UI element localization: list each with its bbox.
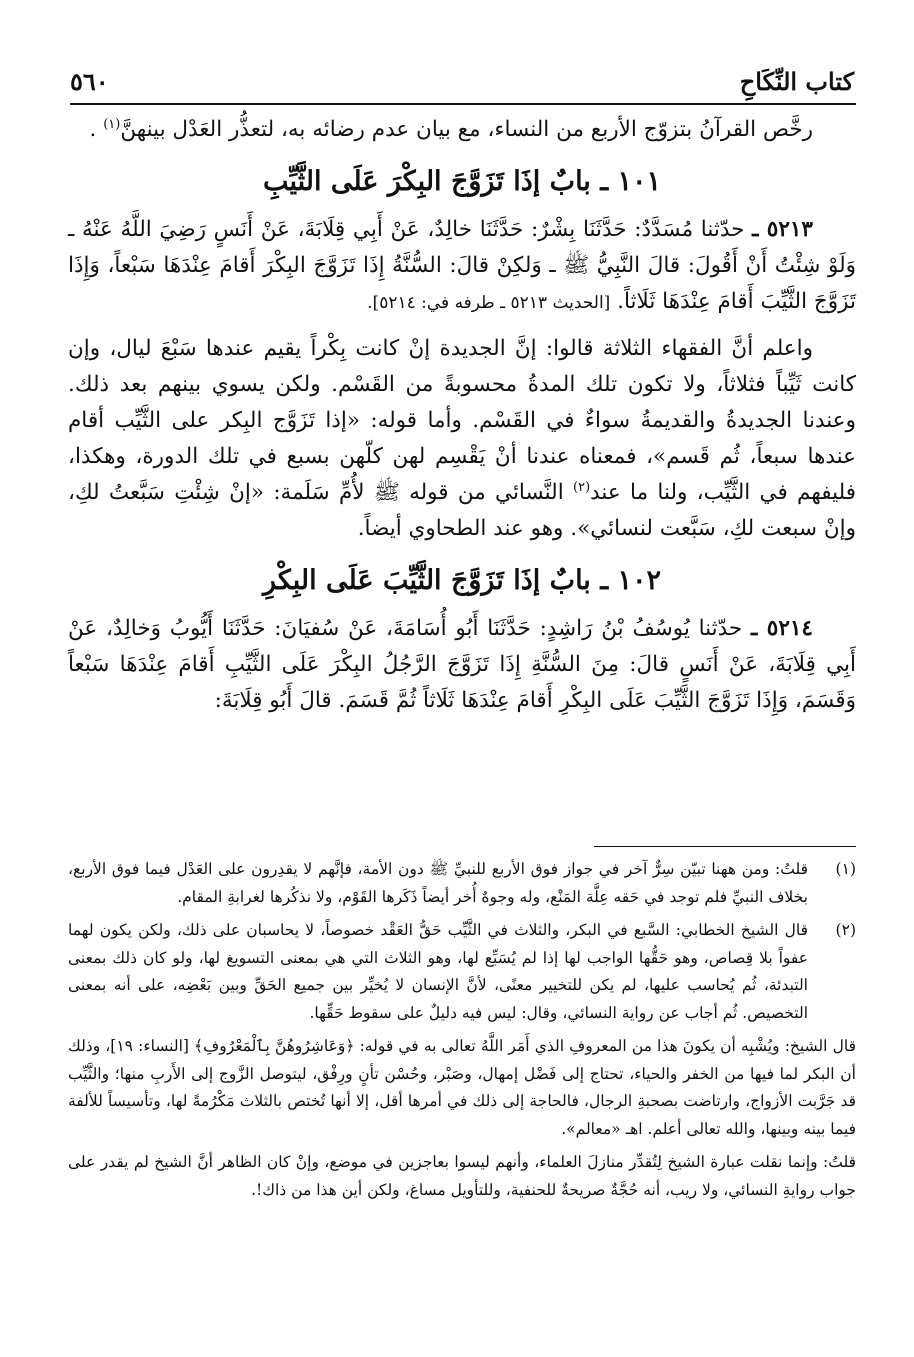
hadith-number: ٥٢١٤ ـ: [751, 616, 813, 641]
footnote-ref-1[interactable]: (١): [103, 116, 121, 132]
footnote-2-note: قلتُ: وإنما نقلت عبارة الشيخ لِتُقدِّر منازلَ العلماء، وأنهم ليسوا بعاجزين في موضع، وإنْ كان الظاهر أنَّ الشيخ لم يقدر على جواب روايةِ النسائي، ولا ريب، أنه حُجَّةٌ صريحةٌ للحنفية، وللتأويل مساغ، ولكن أين هذا من ذاك!.: [68, 1153, 856, 1199]
main-text: [68, 112, 856, 729]
footnote-text: قلتُ: ومن ههنا تبيّن سِرٌّ آخر في جواز فوق الأربع للنبيِّ ﷺ دون الأمة، فإنَّهم لا يقدِرون على العَدْل فيما فوق الأربع، بخلاف النبيِّ فلم توجد في حَقه عِلَّة المَنْع، وله وجوهٌ أُخر أيضاً ذَكَرها القَوْم، ولا نذكُرها لغرابةِ المقام.: [68, 860, 808, 906]
footnote-ref-2[interactable]: (٢): [573, 479, 591, 495]
bab-101-heading: ١٠١ ـ بابٌ إذَا تَزَوَّجَ البِكْرَ عَلَى الثَّيِّبِ: [262, 166, 662, 197]
running-title: كتاب النِّكَاحِ: [739, 67, 854, 96]
commentary-paragraph: واعلم أنَّ الفقهاء الثلاثة قالوا: إنَّ الجديدة إنْ كانت بِكْراً يقيم عندها سَبْعَ ليال، وإن كانت ثَيِّباً فثلاثاً، ولا تكون تلك المدةُ محسوبةً من القَسْم. ولكن يسوي بينهم بعد ذلك. وعندنا الجديدةُ والقديمةُ سواءٌ في القَسْم. وأما قوله: «إذا تَزَوَّج البِكر على الثَّيِّب أقام عندها سبعاً، ثُم قَسم»، فمعناه عندنا أنْ يَقْسِم لهن كلّهن بسبع في تلك الدورة، وهكذا، فليفهم في الثَّيِّب، ولنا ما عند$^{(٢)}$ النَّسائي من قوله ﷺ لأُمِّ سَلَمة: «إنْ شِئْتِ سَبَّعتُ لكِ، وإنْ سبعت لكِ، سَبَّعت لنسائي». وهو عند الطحاوي أيضاً.: [68, 336, 856, 541]
hadith-5214: [68, 611, 856, 719]
footnote-1: [68, 856, 856, 911]
hadith-text: حدّثنا يُوسُفُ بْنُ رَاشِدٍ: حَدَّثَنَا أَبُو أُسَامَةَ، عَنْ سُفيَانَ: حَدَّثَنَا أَيُّوبُ وَخالِدٌ، عَنْ أَبِي قِلَابَةَ، عَنْ أَنَسٍ قالَ: مِنَ السُّنَّةِ إِذَا تَزَوَّجَ الرَّجُلُ البِكْرَ عَلَى الثَّيِّبِ أَقامَ عِنْدَهَا سَبْعاً وَقَسَمَ، وَإِذَا تَزَوَّجَ الثَّيِّبَ عَلَى البِكْرِ أَقامَ عِنْدَهَا ثَلَاثاً ثُمَّ قَسَمَ. قالَ أَبُو قِلَابَةَ:: [68, 616, 856, 713]
footnotes: [68, 856, 856, 1210]
footnote-number: (٢): [835, 921, 856, 939]
footnote-rule: [594, 846, 856, 847]
footnote-number: (١): [835, 860, 856, 878]
hadith-reference: [الحديث ٥٢١٣ ـ طرفه في: ٥٢١٤].: [367, 293, 611, 313]
footnote-2-continuation: قال الشيخ: ويُشْبِه أن يكونَ هذا من المعروفِ الذي أَمَر اللَّهُ تعالى به في قوله: ﴿وَعَاشِرُوهُنَّ بِٱلْمَعْرُوفِ﴾ [النساء: ١٩]، وذلك أن البكر لما فيها من الخفر والحياء، تحتاج إلى فَضْل إمهال، وصَبْر، وحُسْن تأنٍ ورِفْق، ليتوصل الزَّوج إلى الأَربِ منها؛ والثَّيِّب قد جَرَّبت الأزواج، وارتاضت بصحبةِ الرجال، فالحاجة إلى ذلك في أمرها أقل، إلا أنها تُختص بالثلاث مَكْرُمةً لها، وتأسيساً للألفة فيما بينه وبينها، والله تعالى أعلم. اهـ «معالم».: [68, 1037, 856, 1138]
hadith-text: حدّثنا مُسَدَّدٌ: حَدَّثَنَا بِشْرٌ: حَدَّثَنَا خالِدٌ، عَنْ أَبِي قِلَابَةَ، عَنْ أَنَسٍ رَضِيَ اللَّهُ عَنْهُ ـ وَلَوْ شِئْتُ أَنْ أَقُولَ: قالَ النَّبِيُّ ﷺ ـ وَلكِنْ قالَ: السُّنَّةُ إِذَا تَزَوَّجَ البِكْرَ أَقامَ عِنْدَهَا سَبْعاً، وَإِذَا تَزَوَّجَ الثَّيِّبَ أَقامَ عِنْدَهَا ثَلَاثاً.: [68, 217, 856, 314]
footnote-text: قال الشيخ الخطابي: السَّبع في البكر، والثلاث في الثَّيِّب حَقُّ العَقْد خصوصاً، لا يحاسبان على ذلك، ولكن يكون لهما عفواً بلا قِصاص، وهو حَقُّها الواجب لها إذا لم يُسَبِّع لها، وهو الثلاث التي هي بمعنى التسويغ لها، ولو كان ذلك بمعنى التبدئة، ثُم يُحاسب عليها، لم يكن للتخيير معنًى، لأنَّ الإنسان لا يُخيِّر بين جميع الحَقِّ وبين بَعْضِه، على أنه بمعنى التخصيص. ثُم أجاب عن رواية النسائي، وقال: ليس فيه دليلٌ على سقوط حَقِّها.: [68, 921, 808, 1022]
page-number: ٥٦٠: [70, 67, 109, 96]
footnote-2: [68, 917, 856, 1027]
header-rule: [70, 103, 856, 105]
hadith-number: ٥٢١٣ ـ: [752, 217, 813, 242]
hadith-5213: [68, 212, 856, 321]
page-header: [70, 56, 854, 96]
bab-102-heading: ١٠٢ ـ بابٌ إذَا تَزَوَّجَ الثَّيِّبَ عَلَى البِكْرِ: [262, 565, 662, 596]
intro-paragraph: رخَّص القرآنُ بتزوّج الأربع من النساء، مع بيان عدم رضائه به، لتعذُّر العَدْل بينهنَّ$^{(١)}$ .: [89, 116, 813, 142]
